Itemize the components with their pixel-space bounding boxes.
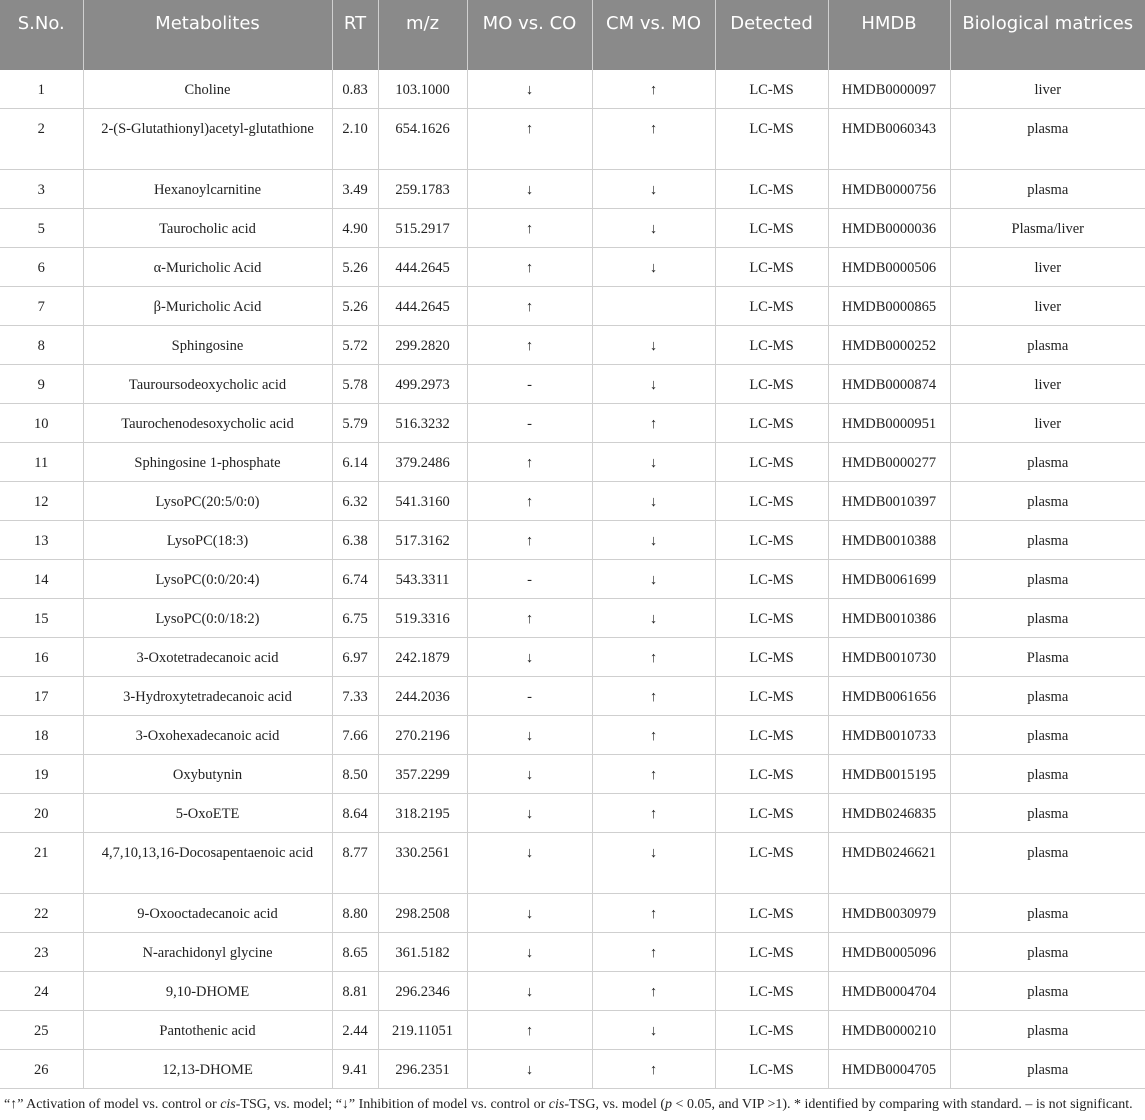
cell-mz: 543.3311 (378, 560, 467, 599)
cell-mo-vs-co: ↓ (467, 638, 592, 677)
header-mo-vs-co: MO vs. CO (467, 0, 592, 70)
cell-matrix: plasma (950, 1050, 1145, 1089)
cell-sno: 5 (0, 209, 83, 248)
cell-mz: 444.2645 (378, 287, 467, 326)
cell-rt: 6.14 (332, 443, 378, 482)
cell-cm-vs-mo: ↑ (592, 972, 715, 1011)
cell-mz: 219.11051 (378, 1011, 467, 1050)
cell-mo-vs-co: ↓ (467, 972, 592, 1011)
cell-cm-vs-mo: ↓ (592, 482, 715, 521)
cell-sno: 18 (0, 716, 83, 755)
cell-sno: 19 (0, 755, 83, 794)
header-cm-vs-mo: CM vs. MO (592, 0, 715, 70)
cell-rt: 3.49 (332, 170, 378, 209)
cell-rt: 5.72 (332, 326, 378, 365)
table-row (0, 833, 1145, 894)
header-row (0, 0, 1145, 70)
cell-cm-vs-mo: ↑ (592, 894, 715, 933)
cell-cm-vs-mo: ↓ (592, 443, 715, 482)
cell-hmdb: HMDB0005096 (828, 933, 950, 972)
cell-matrix: plasma (950, 677, 1145, 716)
cell-cm-vs-mo: ↓ (592, 170, 715, 209)
table-row (0, 70, 1145, 109)
cell-cm-vs-mo (592, 287, 715, 326)
cell-metabolite: LysoPC(0:0/18:2) (83, 599, 332, 638)
cell-rt: 6.97 (332, 638, 378, 677)
cell-detected: LC-MS (715, 560, 828, 599)
table-row (0, 109, 1145, 170)
cell-rt: 8.65 (332, 933, 378, 972)
cell-matrix: plasma (950, 1011, 1145, 1050)
cell-sno: 12 (0, 482, 83, 521)
cell-cm-vs-mo: ↓ (592, 248, 715, 287)
cell-rt: 9.41 (332, 1050, 378, 1089)
cell-cm-vs-mo: ↓ (592, 365, 715, 404)
cell-hmdb: HMDB0246621 (828, 833, 950, 894)
cell-detected: LC-MS (715, 326, 828, 365)
cell-mz: 296.2351 (378, 1050, 467, 1089)
table-row (0, 560, 1145, 599)
header-detected: Detected (715, 0, 828, 70)
footnote-text: “↑” Activation of model vs. control or (4, 1097, 221, 1112)
cell-mz: 444.2645 (378, 248, 467, 287)
cell-sno: 20 (0, 794, 83, 833)
cell-cm-vs-mo: ↓ (592, 833, 715, 894)
cell-mo-vs-co: ↑ (467, 248, 592, 287)
table-row (0, 638, 1145, 677)
cell-detected: LC-MS (715, 443, 828, 482)
cell-hmdb: HMDB0010388 (828, 521, 950, 560)
footnote-italic: cis (548, 1097, 565, 1112)
cell-mz: 330.2561 (378, 833, 467, 894)
cell-sno: 14 (0, 560, 83, 599)
cell-mz: 499.2973 (378, 365, 467, 404)
cell-detected: LC-MS (715, 794, 828, 833)
table-row (0, 404, 1145, 443)
cell-sno: 25 (0, 1011, 83, 1050)
cell-cm-vs-mo: ↑ (592, 755, 715, 794)
cell-matrix: liver (950, 365, 1145, 404)
footnote-text: -TSG, vs. model ( (564, 1097, 666, 1112)
cell-hmdb: HMDB0000277 (828, 443, 950, 482)
cell-matrix: plasma (950, 326, 1145, 365)
footnote-italic: cis (220, 1097, 236, 1112)
cell-rt: 8.50 (332, 755, 378, 794)
cell-mz: 379.2486 (378, 443, 467, 482)
cell-detected: LC-MS (715, 287, 828, 326)
cell-matrix: plasma (950, 170, 1145, 209)
cell-mz: 318.2195 (378, 794, 467, 833)
cell-mz: 515.2917 (378, 209, 467, 248)
cell-mo-vs-co: ↑ (467, 209, 592, 248)
cell-hmdb: HMDB0000097 (828, 70, 950, 109)
cell-mo-vs-co: ↓ (467, 794, 592, 833)
cell-rt: 5.26 (332, 287, 378, 326)
footnote-text: < 0.05, and VIP >1). * identified by comparing with standard. – is not significant. (672, 1097, 1133, 1112)
cell-sno: 15 (0, 599, 83, 638)
cell-sno: 11 (0, 443, 83, 482)
cell-mo-vs-co: ↓ (467, 170, 592, 209)
cell-sno: 23 (0, 933, 83, 972)
cell-metabolite: Choline (83, 70, 332, 109)
cell-hmdb: HMDB0000210 (828, 1011, 950, 1050)
cell-rt: 6.74 (332, 560, 378, 599)
cell-hmdb: HMDB0000865 (828, 287, 950, 326)
table-row (0, 599, 1145, 638)
cell-detected: LC-MS (715, 404, 828, 443)
cell-hmdb: HMDB0000506 (828, 248, 950, 287)
cell-mo-vs-co: ↑ (467, 109, 592, 170)
cell-mz: 517.3162 (378, 521, 467, 560)
cell-sno: 1 (0, 70, 83, 109)
cell-metabolite: Taurochenodesoxycholic acid (83, 404, 332, 443)
cell-matrix: plasma (950, 972, 1145, 1011)
cell-detected: LC-MS (715, 599, 828, 638)
table-row (0, 1011, 1145, 1050)
header-biological-matrices: Biological matrices (950, 0, 1145, 70)
cell-rt: 7.66 (332, 716, 378, 755)
cell-matrix: plasma (950, 560, 1145, 599)
cell-mz: 259.1783 (378, 170, 467, 209)
cell-hmdb: HMDB0004704 (828, 972, 950, 1011)
cell-hmdb: HMDB0060343 (828, 109, 950, 170)
cell-sno: 7 (0, 287, 83, 326)
cell-cm-vs-mo: ↓ (592, 1011, 715, 1050)
cell-hmdb: HMDB0004705 (828, 1050, 950, 1089)
cell-rt: 8.80 (332, 894, 378, 933)
table-row (0, 443, 1145, 482)
cell-detected: LC-MS (715, 1050, 828, 1089)
table-row (0, 170, 1145, 209)
cell-matrix: plasma (950, 482, 1145, 521)
cell-matrix: Plasma (950, 638, 1145, 677)
cell-mz: 298.2508 (378, 894, 467, 933)
cell-matrix: plasma (950, 933, 1145, 972)
cell-detected: LC-MS (715, 209, 828, 248)
cell-metabolite: LysoPC(0:0/20:4) (83, 560, 332, 599)
cell-cm-vs-mo: ↓ (592, 599, 715, 638)
cell-metabolite: N-arachidonyl glycine (83, 933, 332, 972)
header-mz: m/z (378, 0, 467, 70)
cell-hmdb: HMDB0000756 (828, 170, 950, 209)
cell-metabolite: Oxybutynin (83, 755, 332, 794)
cell-mz: 296.2346 (378, 972, 467, 1011)
cell-mz: 654.1626 (378, 109, 467, 170)
cell-cm-vs-mo: ↑ (592, 716, 715, 755)
cell-cm-vs-mo: ↑ (592, 794, 715, 833)
cell-matrix: plasma (950, 833, 1145, 894)
cell-mz: 516.3232 (378, 404, 467, 443)
cell-mz: 244.2036 (378, 677, 467, 716)
cell-mo-vs-co: ↓ (467, 933, 592, 972)
cell-metabolite: 2-(S-Glutathionyl)acetyl-glutathione (83, 109, 332, 170)
cell-cm-vs-mo: ↑ (592, 638, 715, 677)
cell-mz: 242.1879 (378, 638, 467, 677)
cell-rt: 2.44 (332, 1011, 378, 1050)
cell-mo-vs-co: ↑ (467, 521, 592, 560)
cell-matrix: liver (950, 248, 1145, 287)
table-row (0, 209, 1145, 248)
cell-metabolite: α-Muricholic Acid (83, 248, 332, 287)
cell-detected: LC-MS (715, 70, 828, 109)
cell-rt: 8.64 (332, 794, 378, 833)
cell-detected: LC-MS (715, 521, 828, 560)
footnote-italic: p (665, 1097, 673, 1112)
cell-mz: 299.2820 (378, 326, 467, 365)
cell-hmdb: HMDB0000874 (828, 365, 950, 404)
cell-mo-vs-co: ↓ (467, 833, 592, 894)
table-row (0, 933, 1145, 972)
cell-matrix: plasma (950, 755, 1145, 794)
cell-hmdb: HMDB0246835 (828, 794, 950, 833)
cell-matrix: plasma (950, 794, 1145, 833)
cell-cm-vs-mo: ↑ (592, 677, 715, 716)
cell-cm-vs-mo: ↑ (592, 109, 715, 170)
footnote-text: -TSG, vs. model; “↓” Inhibition of model vs. control or (235, 1097, 549, 1112)
cell-sno: 22 (0, 894, 83, 933)
cell-sno: 13 (0, 521, 83, 560)
table-row (0, 248, 1145, 287)
cell-mz: 357.2299 (378, 755, 467, 794)
cell-rt: 6.38 (332, 521, 378, 560)
cell-rt: 4.90 (332, 209, 378, 248)
cell-hmdb: HMDB0030979 (828, 894, 950, 933)
cell-cm-vs-mo: ↓ (592, 326, 715, 365)
cell-sno: 26 (0, 1050, 83, 1089)
table-row (0, 716, 1145, 755)
cell-detected: LC-MS (715, 894, 828, 933)
cell-rt: 2.10 (332, 109, 378, 170)
cell-detected: LC-MS (715, 933, 828, 972)
cell-mo-vs-co: - (467, 560, 592, 599)
cell-metabolite: 4,7,10,13,16-Docosapentaenoic acid (83, 833, 332, 894)
table-row (0, 755, 1145, 794)
cell-mz: 103.1000 (378, 70, 467, 109)
cell-sno: 2 (0, 109, 83, 170)
cell-detected: LC-MS (715, 833, 828, 894)
table-row (0, 521, 1145, 560)
cell-detected: LC-MS (715, 638, 828, 677)
table-row (0, 326, 1145, 365)
cell-metabolite: LysoPC(20:5/0:0) (83, 482, 332, 521)
cell-matrix: liver (950, 287, 1145, 326)
cell-hmdb: HMDB0010730 (828, 638, 950, 677)
cell-matrix: Plasma/liver (950, 209, 1145, 248)
table-body (0, 70, 1145, 1089)
cell-cm-vs-mo: ↑ (592, 933, 715, 972)
cell-mz: 361.5182 (378, 933, 467, 972)
cell-cm-vs-mo: ↓ (592, 521, 715, 560)
cell-hmdb: HMDB0010386 (828, 599, 950, 638)
cell-rt: 0.83 (332, 70, 378, 109)
cell-mo-vs-co: ↓ (467, 755, 592, 794)
cell-mo-vs-co: ↓ (467, 1050, 592, 1089)
cell-metabolite: Hexanoylcarnitine (83, 170, 332, 209)
cell-detected: LC-MS (715, 677, 828, 716)
cell-cm-vs-mo: ↑ (592, 1050, 715, 1089)
cell-metabolite: 9-Oxooctadecanoic acid (83, 894, 332, 933)
cell-metabolite: 5-OxoETE (83, 794, 332, 833)
cell-hmdb: HMDB0000036 (828, 209, 950, 248)
cell-sno: 8 (0, 326, 83, 365)
cell-mo-vs-co: ↑ (467, 482, 592, 521)
cell-hmdb: HMDB0010397 (828, 482, 950, 521)
cell-hmdb: HMDB0000252 (828, 326, 950, 365)
cell-mo-vs-co: ↓ (467, 716, 592, 755)
cell-mz: 270.2196 (378, 716, 467, 755)
cell-cm-vs-mo: ↑ (592, 404, 715, 443)
cell-mo-vs-co: ↓ (467, 70, 592, 109)
cell-metabolite: 3-Hydroxytetradecanoic acid (83, 677, 332, 716)
cell-mo-vs-co: ↑ (467, 1011, 592, 1050)
cell-mo-vs-co: ↓ (467, 894, 592, 933)
table-row (0, 365, 1145, 404)
cell-rt: 8.77 (332, 833, 378, 894)
cell-matrix: plasma (950, 894, 1145, 933)
cell-detected: LC-MS (715, 109, 828, 170)
cell-rt: 6.32 (332, 482, 378, 521)
cell-mo-vs-co: - (467, 365, 592, 404)
cell-mo-vs-co: - (467, 404, 592, 443)
cell-mo-vs-co: - (467, 677, 592, 716)
table-row (0, 482, 1145, 521)
cell-detected: LC-MS (715, 170, 828, 209)
table-row (0, 677, 1145, 716)
cell-detected: LC-MS (715, 716, 828, 755)
cell-matrix: plasma (950, 109, 1145, 170)
cell-rt: 7.33 (332, 677, 378, 716)
cell-sno: 9 (0, 365, 83, 404)
cell-hmdb: HMDB0010733 (828, 716, 950, 755)
header-rt: RT (332, 0, 378, 70)
cell-mo-vs-co: ↑ (467, 599, 592, 638)
cell-metabolite: 3-Oxohexadecanoic acid (83, 716, 332, 755)
cell-mz: 519.3316 (378, 599, 467, 638)
header-metabolites: Metabolites (83, 0, 332, 70)
cell-detected: LC-MS (715, 482, 828, 521)
table-row (0, 972, 1145, 1011)
cell-rt: 5.78 (332, 365, 378, 404)
cell-metabolite: 9,10-DHOME (83, 972, 332, 1011)
cell-metabolite: 12,13-DHOME (83, 1050, 332, 1089)
cell-matrix: plasma (950, 521, 1145, 560)
table-row (0, 894, 1145, 933)
cell-matrix: liver (950, 404, 1145, 443)
cell-metabolite: Taurocholic acid (83, 209, 332, 248)
cell-cm-vs-mo: ↑ (592, 70, 715, 109)
cell-metabolite: Tauroursodeoxycholic acid (83, 365, 332, 404)
cell-sno: 21 (0, 833, 83, 894)
cell-rt: 5.79 (332, 404, 378, 443)
table-footnote (0, 1089, 1145, 1114)
cell-sno: 6 (0, 248, 83, 287)
cell-metabolite: Pantothenic acid (83, 1011, 332, 1050)
cell-sno: 3 (0, 170, 83, 209)
cell-hmdb: HMDB0015195 (828, 755, 950, 794)
cell-hmdb: HMDB0061699 (828, 560, 950, 599)
table-row (0, 287, 1145, 326)
header-hmdb: HMDB (828, 0, 950, 70)
cell-mo-vs-co: ↑ (467, 287, 592, 326)
cell-rt: 6.75 (332, 599, 378, 638)
table-row (0, 1050, 1145, 1089)
cell-detected: LC-MS (715, 1011, 828, 1050)
cell-metabolite: 3-Oxotetradecanoic acid (83, 638, 332, 677)
cell-matrix: liver (950, 70, 1145, 109)
cell-mo-vs-co: ↑ (467, 443, 592, 482)
table-row (0, 794, 1145, 833)
cell-detected: LC-MS (715, 972, 828, 1011)
cell-detected: LC-MS (715, 248, 828, 287)
cell-cm-vs-mo: ↓ (592, 209, 715, 248)
cell-metabolite: Sphingosine 1-phosphate (83, 443, 332, 482)
cell-cm-vs-mo: ↓ (592, 560, 715, 599)
cell-mz: 541.3160 (378, 482, 467, 521)
cell-sno: 16 (0, 638, 83, 677)
cell-metabolite: LysoPC(18:3) (83, 521, 332, 560)
cell-metabolite: β-Muricholic Acid (83, 287, 332, 326)
cell-hmdb: HMDB0061656 (828, 677, 950, 716)
cell-matrix: plasma (950, 599, 1145, 638)
header-sno: S.No. (0, 0, 83, 70)
cell-detected: LC-MS (715, 755, 828, 794)
cell-mo-vs-co: ↑ (467, 326, 592, 365)
cell-rt: 5.26 (332, 248, 378, 287)
cell-sno: 10 (0, 404, 83, 443)
cell-rt: 8.81 (332, 972, 378, 1011)
cell-matrix: plasma (950, 716, 1145, 755)
cell-hmdb: HMDB0000951 (828, 404, 950, 443)
cell-metabolite: Sphingosine (83, 326, 332, 365)
cell-matrix: plasma (950, 443, 1145, 482)
cell-sno: 17 (0, 677, 83, 716)
cell-sno: 24 (0, 972, 83, 1011)
cell-detected: LC-MS (715, 365, 828, 404)
